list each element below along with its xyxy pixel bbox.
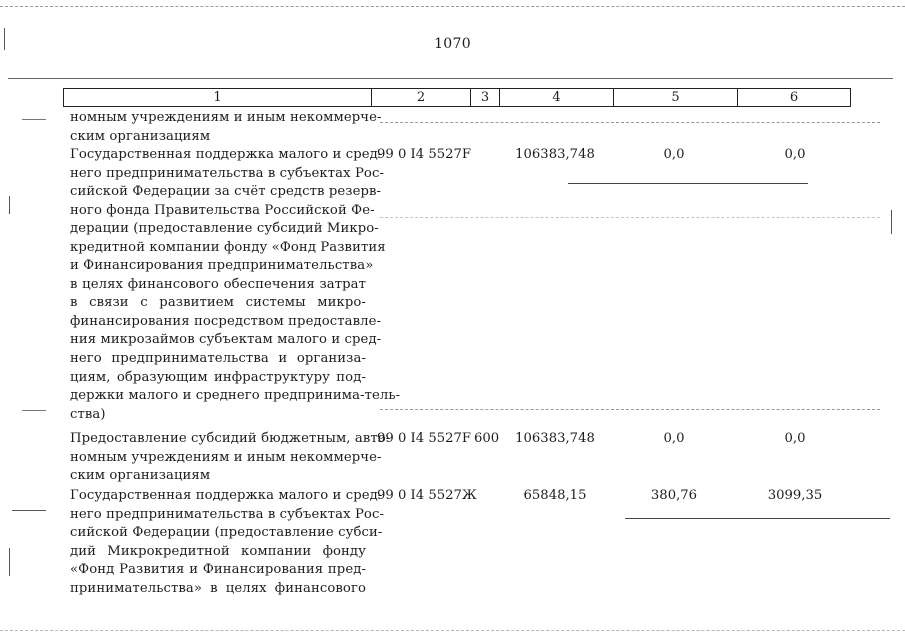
row-description-line: ства) [70,406,106,422]
header-top-rule [8,78,893,79]
row-description-line: «Фонд Развития и Финансирования пред- [70,562,366,578]
row-description [70,430,391,486]
column-header-6: 6 [789,90,799,105]
row-description-line: Государственная поддержка малого и сред- [70,488,383,503]
row-code: 99 0 I4 5527F [377,431,472,446]
column-header-5: 5 [614,89,738,106]
column-header-2: 2 [372,89,471,106]
row-value-col4: 65848,15 [523,488,587,503]
column-header-3: 3 [471,89,500,106]
row-description-line: ским организациям [70,468,211,484]
row-separator [380,409,880,410]
row-value-col5: 380,76 [650,488,698,503]
row-description-line: и Финансирования предпринимательства» [70,258,374,274]
row-description-line: него предпринимательства и организа- [70,351,366,367]
row-description-line: ного фонда Правительства Российской Фе- [70,202,375,218]
row-separator [568,183,808,184]
margin-mark-left-1 [4,28,5,50]
row-description-line: ским организациям [70,128,211,144]
row-description-line: в связи с развитием системы микро- [70,295,366,311]
margin-mark-right [891,210,892,234]
row-description-line: дерации (предоставление субсидий Микро- [70,221,379,237]
row-vr-code: 600 [474,431,500,446]
scan-top-edge [0,6,905,7]
row-value-col4: 106383,748 [515,431,595,446]
row-description-line: него предпринимательства в субъектах Рос- [70,165,385,181]
row-description-line: принимательства» в целях финансового [70,580,366,596]
margin-dash-3 [12,510,46,511]
row-value-col5: 0,0 [663,431,685,446]
row-description-line: номным учреждениям и иным некоммерче- [70,110,382,125]
row-description-line: циям, образующим инфраструктуру под- [70,369,366,385]
margin-dash-1 [22,119,46,120]
scan-bottom-edge [0,630,905,631]
row-code: 99 0 I4 5527F [377,147,472,162]
page-number: 1070 [434,36,471,52]
row-description-line: в целях финансового обеспечения затрат [70,276,366,292]
row-description-line: Предоставление субсидий бюджетным, авто- [70,431,391,446]
row-separator [380,217,880,218]
column-header-1: 1 [64,89,372,106]
row-value-col4: 106383,748 [515,147,595,162]
column-header-row [63,88,851,107]
row-separator [380,122,880,123]
row-description-line: дий Микрокредитной компании фонду [70,543,366,559]
margin-mark-left-2 [9,196,10,214]
row-description-line: ния микрозаймов субъектам малого и сред- [70,332,382,348]
row-description-line: кредитной компании фонду «Фонд Развития [70,239,386,255]
row-description-line: него предпринимательства в субъектах Рос- [70,506,385,522]
row-value-col5: 0,0 [663,147,685,162]
column-header-4: 4 [500,89,614,106]
margin-mark-left-3 [9,548,10,576]
row-code: 99 0 I4 5527Ж [377,488,477,503]
row-value-col6: 0,0 [784,147,806,162]
row-description-line: сийской Федерации (предоставление субси- [70,525,383,541]
row-description [70,109,382,146]
row-description [70,487,385,598]
row-separator [625,518,890,519]
row-description-line: номным учреждениям и иным некоммерче- [70,449,382,465]
row-description-line: держки малого и среднего предпринима-тель- [70,388,401,404]
row-description-line: сийской Федерации за счёт средств резерв- [70,184,382,200]
row-description [70,146,401,424]
margin-dash-2 [22,410,46,411]
row-value-col6: 3099,35 [767,488,823,503]
row-value-col6: 0,0 [784,431,806,446]
row-description-line: финансирования посредством предоставле- [70,313,382,329]
row-description-line: Государственная поддержка малого и сред- [70,147,383,162]
